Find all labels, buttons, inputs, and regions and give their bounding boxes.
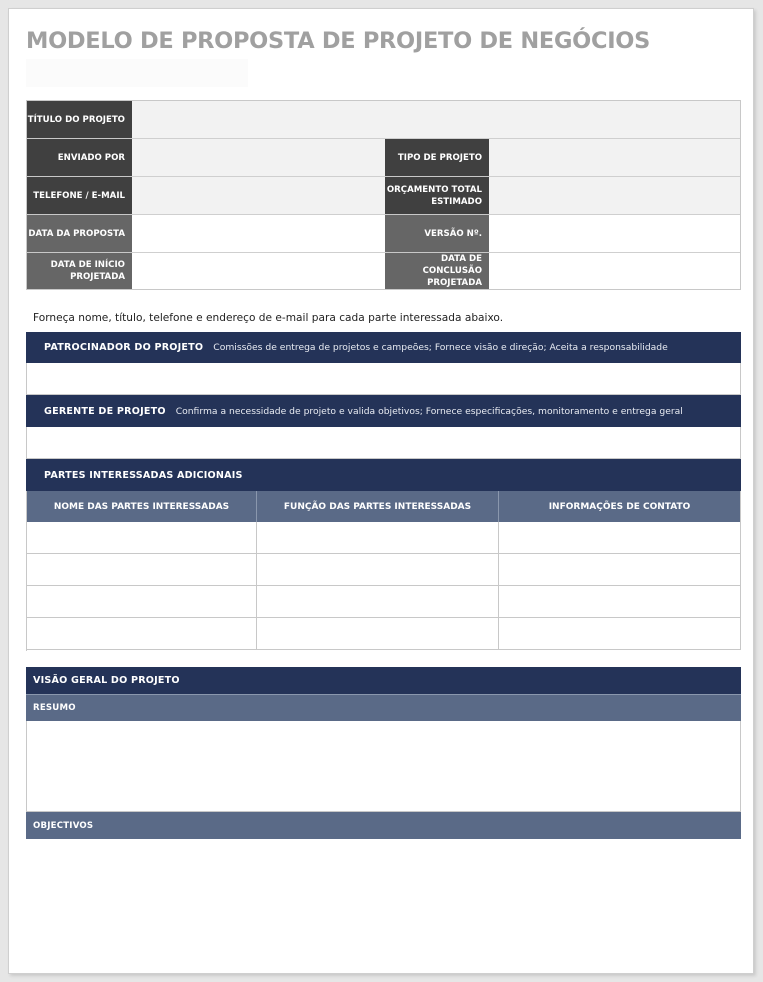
row-divider [385,214,489,215]
stakeholders-table [26,491,741,651]
table-cell[interactable] [499,522,741,554]
additional-stakeholders-title: PARTES INTERESSADAS ADICIONAIS [44,469,243,481]
field-tipo-de-projeto[interactable] [489,139,740,177]
row-divider [27,252,132,253]
row-divider [27,138,132,139]
additional-stakeholders-header [26,459,741,491]
document-title: MODELO DE PROPOSTA DE PROJETO DE NEGÓCIOS [26,28,651,54]
subtitle-placeholder [26,59,248,87]
field-enviado-por[interactable] [132,139,385,177]
label-tipo-de-projeto: TIPO DE PROJETO [385,139,489,177]
overview-header [26,667,741,694]
label-data-de-conclusao-projetada: DATA DE CONCLUSÃO PROJETADA [385,253,489,289]
label-telefone-email: TELEFONE / E-MAIL [27,177,132,215]
row-divider [27,176,132,177]
label-orcamento-total-estimado: ORÇAMENTO TOTAL ESTIMADO [385,177,489,215]
table-cell[interactable] [257,618,499,650]
manager-title: GERENTE DE PROJETO [44,405,166,417]
field-telefone-email[interactable] [132,177,385,215]
summary-header [26,694,741,721]
manager-field[interactable] [26,427,741,459]
table-cell[interactable] [257,522,499,554]
document-page [8,8,754,974]
table-cell[interactable] [257,586,499,618]
table-cell[interactable] [499,586,741,618]
stakeholder-instructions: Forneça nome, título, telefone e endereço de e-mail para cada parte interessada abaixo. [33,312,504,324]
overview-title: VISÃO GERAL DO PROJETO [33,675,180,686]
label-data-de-inicio-projetada: DATA DE INÍCIO PROJETADA [27,253,132,289]
label-titulo-do-projeto: TÍTULO DO PROJETO [27,101,132,139]
label-data-da-proposta: DATA DA PROPOSTA [27,215,132,253]
table-cell[interactable] [27,554,257,586]
sponsor-title: PATROCINADOR DO PROJETO [44,342,204,353]
summary-label: RESUMO [33,703,76,713]
column-header-role: FUNÇÃO DAS PARTES INTERESSADAS [257,491,499,522]
field-data-de-conclusao-projetada[interactable] [489,253,740,289]
field-data-da-proposta[interactable] [132,215,385,253]
table-cell[interactable] [499,554,741,586]
label-versao-n: VERSÃO Nº. [385,215,489,253]
summary-field[interactable] [26,721,741,812]
sponsor-description: Comissões de entrega de projetos e campeões; Fornece visão e direção; Aceita a responsabilidade [213,342,668,353]
table-cell[interactable] [27,522,257,554]
field-orcamento-total-estimado[interactable] [489,177,740,215]
row-divider [27,214,132,215]
manager-header [26,395,741,427]
table-cell[interactable] [499,618,741,650]
column-header-name: NOME DAS PARTES INTERESSADAS [27,491,257,522]
row-divider [385,252,489,253]
objectives-label: OBJECTIVOS [33,820,94,831]
column-header-contact: INFORMAÇÕES DE CONTATO [499,491,741,522]
field-titulo-do-projeto[interactable] [132,101,740,139]
table-cell[interactable] [27,586,257,618]
manager-description: Confirma a necessidade de projeto e valida objetivos; Fornece especificações, monitoramento e entrega geral [175,405,683,417]
field-versao-n[interactable] [489,215,740,253]
field-data-de-inicio-projetada[interactable] [132,253,385,289]
table-cell[interactable] [27,618,257,650]
row-divider [385,176,489,177]
objectives-header [26,812,741,839]
sponsor-field[interactable] [26,363,741,395]
sponsor-header [26,332,741,363]
label-enviado-por: ENVIADO POR [27,139,132,177]
table-cell[interactable] [257,554,499,586]
project-info-table [26,100,741,290]
